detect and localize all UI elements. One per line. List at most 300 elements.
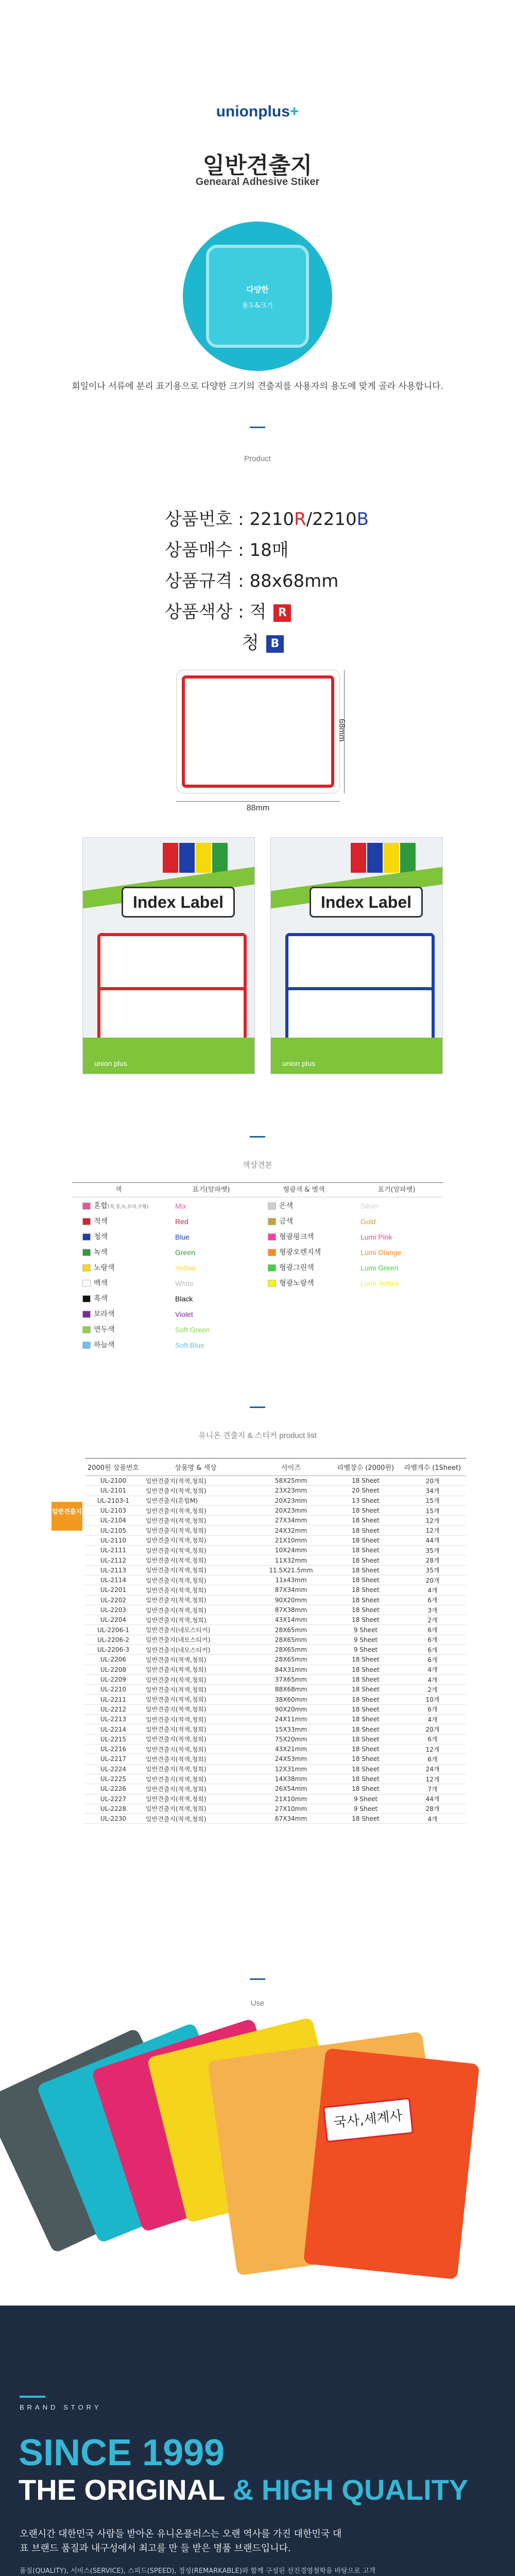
table-cell: 18 Sheet — [332, 1526, 399, 1535]
table-cell: UL-2112 — [85, 1555, 142, 1565]
table-row — [85, 1694, 466, 1704]
table-cell: 4개 — [399, 1715, 466, 1724]
table-cell: 18 Sheet — [332, 1674, 399, 1684]
table-row — [85, 1555, 466, 1565]
table-cell: 14X38mm — [250, 1774, 332, 1784]
table-cell: UL-2114 — [85, 1575, 142, 1585]
table-row — [85, 1724, 466, 1734]
table-cell: 20개 — [399, 1724, 466, 1734]
color-header: 형광색 & 별색 — [258, 1183, 350, 1197]
table-cell: UL-2111 — [85, 1546, 142, 1555]
table-cell: 6개 — [399, 1635, 466, 1645]
color-header: 표기(알파벳) — [165, 1183, 258, 1197]
use-image — [0, 2025, 515, 2282]
table-cell: 18 Sheet — [332, 1774, 399, 1784]
table-cell: 6개 — [399, 1655, 466, 1665]
color-swatch — [268, 1249, 276, 1256]
table-cell: 10개 — [399, 1694, 466, 1704]
table-cell: 18 Sheet — [332, 1655, 399, 1665]
table-row — [85, 1804, 466, 1814]
table-cell: 일반견출지(적색,청희) — [142, 1665, 250, 1674]
table-cell: 일반견출지(적색,청희) — [142, 1694, 250, 1704]
brand-story-body: 품질(QUALITY), 서비스(SERVICE), 스피드(SPEED), 정성(REMARKABLE)와 함께 구성된 선진경영철학을 바탕으로 고객 — [20, 2567, 376, 2575]
table-cell: 18 Sheet — [332, 1575, 399, 1585]
hero-card — [206, 245, 309, 348]
color-swatch — [82, 1342, 91, 1349]
color-english: Black — [175, 1295, 193, 1303]
table-cell: 6개 — [399, 1704, 466, 1714]
use-section-label: Use — [250, 1999, 265, 2008]
package-red — [82, 837, 255, 1074]
color-english: Lumi Yellow — [360, 1279, 399, 1287]
color-english: Yellow — [175, 1264, 196, 1272]
table-cell: 9 Sheet — [332, 1794, 399, 1804]
table-cell: 12X31mm — [250, 1764, 332, 1774]
table-cell: 일반견출지(적색,청희) — [142, 1565, 250, 1575]
table-cell: 9 Sheet — [332, 1804, 399, 1814]
color-name: 노랑색 — [82, 1262, 165, 1274]
table-cell: 4개 — [399, 1674, 466, 1684]
table-cell: 20 Sheet — [332, 1486, 399, 1496]
color-name: 보라색 — [82, 1309, 165, 1320]
table-cell: 35개 — [399, 1546, 466, 1555]
package-blue — [270, 837, 443, 1074]
table-cell: UL-2214 — [85, 1724, 142, 1734]
table-cell: 2개 — [399, 1685, 466, 1694]
table-row — [85, 1734, 466, 1744]
color-english: Mix — [175, 1202, 186, 1210]
table-row — [85, 1615, 466, 1625]
color-swatch — [82, 1280, 91, 1287]
table-cell: 24X32mm — [250, 1526, 332, 1535]
table-cell: 10X24mm — [250, 1546, 332, 1555]
table-cell: UL-2227 — [85, 1794, 142, 1804]
table-cell: 58X25mm — [250, 1476, 332, 1486]
brand-story-label: BRAND STORY — [20, 2403, 102, 2411]
table-cell: UL-2101 — [85, 1486, 142, 1496]
color-name: 형광오렌지색 — [268, 1247, 350, 1258]
height-dimension: 68mm — [337, 719, 346, 742]
table-row — [85, 1585, 466, 1595]
table-cell: UL-2103-1 — [85, 1496, 142, 1505]
package-brand: union plus — [94, 1059, 127, 1067]
table-cell: UL-2103 — [85, 1505, 142, 1515]
color-swatch — [268, 1218, 276, 1225]
table-row — [85, 1774, 466, 1784]
color-name: 금색 — [268, 1216, 350, 1227]
table-cell: 18 Sheet — [332, 1704, 399, 1714]
table-cell: 24개 — [399, 1764, 466, 1774]
description: 회일이나 서류에 분리 표기용으로 다양한 크기의 견출지를 사용자의 용도에 맞게 골라 사용합니다. — [72, 381, 443, 392]
table-cell: UL-2105 — [85, 1526, 142, 1535]
table-row — [85, 1685, 466, 1694]
product-section-label: Product — [244, 454, 271, 463]
table-cell: 일반견출지(적색,청희) — [142, 1804, 250, 1814]
table-cell: UL-2206-1 — [85, 1625, 142, 1635]
color-swatch — [268, 1264, 276, 1272]
table-cell: 28X65mm — [250, 1625, 332, 1635]
brand-story-section — [0, 2306, 515, 2576]
table-header: 2000원 상품번호 — [85, 1459, 142, 1476]
color-swatch — [268, 1233, 276, 1241]
table-cell: 일반견출지(적색,청희) — [142, 1685, 250, 1694]
table-cell: 일반견출지(적색,청희) — [142, 1715, 250, 1724]
table-cell: 23X23mm — [250, 1486, 332, 1496]
table-cell: 6개 — [399, 1625, 466, 1635]
table-cell: 34개 — [399, 1486, 466, 1496]
table-cell: 38X60mm — [250, 1694, 332, 1704]
brand-story-bar — [20, 2396, 45, 2398]
table-cell: 18 Sheet — [332, 1516, 399, 1526]
table-row — [85, 1605, 466, 1615]
table-cell: UL-2203 — [85, 1605, 142, 1615]
table-cell: 일반견출지(네모스티커) — [142, 1625, 250, 1635]
color-name: 은색 — [268, 1200, 350, 1212]
table-cell: 90X20mm — [250, 1704, 332, 1714]
label-drawing — [176, 670, 340, 793]
table-row — [85, 1516, 466, 1526]
table-cell: 일반견출지(적색,청희) — [142, 1555, 250, 1565]
color-swatch — [268, 1280, 276, 1287]
table-row — [85, 1575, 466, 1585]
sticker-on-notebook: 국사,세계사 — [323, 2097, 414, 2142]
table-cell: UL-2215 — [85, 1734, 142, 1744]
table-cell: 44개 — [399, 1535, 466, 1545]
table-cell: UL-2211 — [85, 1694, 142, 1704]
table-row — [85, 1496, 466, 1505]
table-cell: 75X20mm — [250, 1734, 332, 1744]
table-cell: 67X34mm — [250, 1814, 332, 1824]
table-cell: 일반견출지(적색,청희) — [142, 1744, 250, 1754]
table-cell: 일반견출지(적색,청희) — [142, 1595, 250, 1605]
table-cell: 일반견출지(적색,청희) — [142, 1764, 250, 1774]
table-cell: 43X21mm — [250, 1744, 332, 1754]
table-cell: 13 Sheet — [332, 1496, 399, 1505]
table-row — [85, 1744, 466, 1754]
table-cell: 일반견출지(적색,청희) — [142, 1575, 250, 1585]
table-cell: 18 Sheet — [332, 1784, 399, 1794]
table-row — [85, 1526, 466, 1535]
table-cell: UL-2206-3 — [85, 1645, 142, 1655]
table-row — [85, 1546, 466, 1555]
table-cell: 일반견출지(적색,청희) — [142, 1734, 250, 1744]
table-row — [85, 1625, 466, 1635]
table-row — [85, 1635, 466, 1645]
spec-code: 상품번호 : 2210R/2210B — [165, 509, 369, 530]
color-english: Lumi Pink — [360, 1233, 392, 1241]
table-cell: 일반견출지(적색,청희) — [142, 1605, 250, 1615]
table-cell: 일반견출지(적색,청희) — [142, 1535, 250, 1545]
table-row — [85, 1665, 466, 1674]
table-cell: 18 Sheet — [332, 1605, 399, 1615]
table-cell: 18 Sheet — [332, 1546, 399, 1555]
spec-color-blue: 청 B — [242, 629, 284, 654]
table-cell: 15X33mm — [250, 1724, 332, 1734]
table-cell: 일반견출지(적색,청희) — [142, 1655, 250, 1665]
spec-color-red: 상품색상 : 적 R — [165, 598, 291, 623]
table-cell: 21X10mm — [250, 1535, 332, 1545]
hero-line-1: 다양한 — [246, 285, 269, 294]
table-cell: 일반견출지(적색,청희) — [142, 1476, 250, 1486]
table-cell: 4개 — [399, 1665, 466, 1674]
package-title: Index Label — [122, 887, 235, 918]
color-swatch — [82, 1264, 91, 1272]
table-cell: 18 Sheet — [332, 1476, 399, 1486]
table-cell: 일반견출지(네모스티커) — [142, 1635, 250, 1645]
table-cell: 28개 — [399, 1804, 466, 1814]
table-cell: UL-2224 — [85, 1764, 142, 1774]
table-cell: 일반견출지(적색,청희) — [142, 1704, 250, 1714]
product-table — [85, 1458, 466, 1824]
table-cell: 2개 — [399, 1615, 466, 1625]
table-cell: 12개 — [399, 1744, 466, 1754]
table-cell: 일반견출지(적색,청희) — [142, 1774, 250, 1784]
color-english: Gold — [360, 1217, 376, 1226]
table-row — [85, 1486, 466, 1496]
original-heading: THE ORIGINAL & HIGH QUALITY — [19, 2473, 469, 2506]
table-cell: 일반견출지(적색,청희) — [142, 1585, 250, 1595]
table-cell: 37X65mm — [250, 1674, 332, 1684]
table-row — [85, 1764, 466, 1774]
table-cell: 12개 — [399, 1526, 466, 1535]
table-cell: 27X34mm — [250, 1516, 332, 1526]
table-cell: 11X32mm — [250, 1555, 332, 1565]
table-cell: 4개 — [399, 1814, 466, 1824]
table-cell: 35개 — [399, 1565, 466, 1575]
table-cell: 15개 — [399, 1496, 466, 1505]
color-name: 적색 — [82, 1216, 165, 1227]
table-header: 라벨개수 (1Sheet) — [399, 1459, 466, 1476]
table-cell: UL-2202 — [85, 1595, 142, 1605]
table-cell: 18 Sheet — [332, 1814, 399, 1824]
section-divider — [250, 1136, 265, 1138]
table-cell: 90X20mm — [250, 1595, 332, 1605]
color-name: 형광노랑색 — [268, 1278, 350, 1289]
table-cell: 18 Sheet — [332, 1734, 399, 1744]
table-cell: 12개 — [399, 1516, 466, 1526]
section-divider — [250, 1978, 265, 1980]
table-cell: UL-2213 — [85, 1715, 142, 1724]
table-row — [85, 1814, 466, 1824]
color-name: 형광그린색 — [268, 1262, 350, 1274]
color-table — [72, 1182, 443, 1368]
color-swatch — [82, 1326, 91, 1333]
table-cell: 일반견출지(적색,청희) — [142, 1486, 250, 1496]
table-cell: 18 Sheet — [332, 1585, 399, 1595]
table-cell: 18 Sheet — [332, 1744, 399, 1754]
table-cell: 일반견출지(네모스티커) — [142, 1645, 250, 1655]
color-english: Red — [175, 1217, 188, 1226]
table-cell: 18 Sheet — [332, 1685, 399, 1694]
package-title: Index Label — [310, 887, 423, 918]
table-cell: 6개 — [399, 1595, 466, 1605]
table-cell: UL-2113 — [85, 1565, 142, 1575]
table-cell: UL-2212 — [85, 1704, 142, 1714]
color-swatch — [82, 1295, 91, 1302]
table-cell: 9 Sheet — [332, 1635, 399, 1645]
table-cell: UL-2206-2 — [85, 1635, 142, 1645]
spec-size: 상품규격 : 88x68mm — [165, 571, 339, 591]
table-cell: 15개 — [399, 1505, 466, 1515]
table-cell: 20X23mm — [250, 1496, 332, 1505]
table-cell: UL-2206 — [85, 1655, 142, 1665]
color-name: 형광핑크색 — [268, 1231, 350, 1243]
table-cell: 20개 — [399, 1476, 466, 1486]
brand-story-intro: 오랜시간 대한민국 사람들 받아온 유니온플러스는 오랜 역사를 가진 대한민국 대표 브랜드 품질과 내구성에서 최고를 만 들 받은 명품 브랜드입니다. — [20, 2529, 342, 2554]
table-row — [85, 1645, 466, 1655]
table-row — [85, 1784, 466, 1794]
table-cell: UL-2100 — [85, 1476, 142, 1486]
table-cell: 일반견출지(적색,청희) — [142, 1615, 250, 1625]
table-cell: 18 Sheet — [332, 1535, 399, 1545]
table-header: 사이즈 — [250, 1459, 332, 1476]
table-cell: UL-2209 — [85, 1674, 142, 1684]
table-row — [85, 1565, 466, 1575]
table-cell: UL-2225 — [85, 1774, 142, 1784]
red-swatch: R — [273, 604, 291, 622]
table-cell: 11x43mm — [250, 1575, 332, 1585]
table-cell: 4개 — [399, 1585, 466, 1595]
color-english: Violet — [175, 1310, 193, 1318]
table-cell: 일반견출지(적색,청희) — [142, 1674, 250, 1684]
table-row — [85, 1595, 466, 1605]
color-english: Blue — [175, 1233, 190, 1241]
color-english: White — [175, 1279, 194, 1287]
category-tag: 일반견출지 — [52, 1502, 82, 1531]
blue-swatch: B — [266, 635, 284, 653]
color-swatch — [82, 1233, 91, 1241]
table-header: 상품명 & 색상 — [142, 1459, 250, 1476]
table-cell: 일반견출지(적색,청희) — [142, 1814, 250, 1824]
table-cell: UL-2210 — [85, 1685, 142, 1694]
table-cell: 87X34mm — [250, 1585, 332, 1595]
table-header: 라벨장수 (2000원) — [332, 1459, 399, 1476]
table-cell: 28개 — [399, 1555, 466, 1565]
table-cell: 일반견출지(적색,청희) — [142, 1724, 250, 1734]
table-cell: 일반견출지(적색,청희) — [142, 1794, 250, 1804]
table-cell: 18 Sheet — [332, 1754, 399, 1764]
table-cell: 44개 — [399, 1794, 466, 1804]
table-cell: UL-2228 — [85, 1804, 142, 1814]
table-cell: 18 Sheet — [332, 1764, 399, 1774]
table-cell: 20X23mm — [250, 1505, 332, 1515]
color-english: Silver — [360, 1202, 379, 1210]
color-name: 혼합(적,청,녹,보라,주황) — [82, 1200, 165, 1212]
table-cell: UL-2216 — [85, 1744, 142, 1754]
table-cell: 18 Sheet — [332, 1724, 399, 1734]
table-cell: 11.5X21.5mm — [250, 1565, 332, 1575]
table-cell: 18 Sheet — [332, 1615, 399, 1625]
spec-sheets: 상품매수 : 18매 — [165, 540, 289, 561]
width-line — [176, 801, 340, 802]
table-cell: 일반견출지(적색,청희) — [142, 1526, 250, 1535]
color-name: 하늘색 — [82, 1340, 165, 1351]
table-row — [85, 1655, 466, 1665]
table-row — [85, 1476, 466, 1486]
width-dimension: 88mm — [246, 804, 270, 812]
table-cell: 20개 — [399, 1575, 466, 1585]
table-cell: 18 Sheet — [332, 1595, 399, 1605]
table-cell: 6개 — [399, 1754, 466, 1764]
hero-line-2: 용도&크기 — [242, 302, 273, 310]
table-cell: 7개 — [399, 1784, 466, 1794]
product-list-label: 유니온 견출지 & 스티커 product list — [198, 1431, 317, 1440]
color-name: 녹색 — [82, 1247, 165, 1258]
color-english: Green — [175, 1248, 195, 1257]
color-swatch — [268, 1202, 276, 1210]
page-title: 일반견출지 — [202, 152, 313, 179]
color-swatch — [82, 1311, 91, 1318]
table-cell: UL-2208 — [85, 1665, 142, 1674]
page-subtitle: Genearal Adhesive Stiker — [195, 176, 320, 188]
table-cell: UL-2104 — [85, 1516, 142, 1526]
table-cell: 일반견출지(적색,청희) — [142, 1546, 250, 1555]
table-cell: 28X65mm — [250, 1655, 332, 1665]
color-name: 청색 — [82, 1231, 165, 1243]
table-cell: 9 Sheet — [332, 1645, 399, 1655]
table-row — [85, 1505, 466, 1515]
table-cell: 6개 — [399, 1734, 466, 1744]
table-cell: 28X65mm — [250, 1635, 332, 1645]
table-row — [85, 1535, 466, 1545]
table-row — [85, 1754, 466, 1764]
table-row — [85, 1704, 466, 1714]
color-header: 색 — [72, 1183, 165, 1197]
table-cell: 21X10mm — [250, 1794, 332, 1804]
color-english: Lumi Green — [360, 1264, 399, 1272]
color-english: Lumi Olange — [360, 1248, 402, 1257]
brand-logo: unionplus+ — [216, 103, 299, 120]
table-cell: 18 Sheet — [332, 1665, 399, 1674]
table-cell: 일반견출지(적색,청희) — [142, 1784, 250, 1794]
table-cell: 18 Sheet — [332, 1694, 399, 1704]
table-cell: UL-2217 — [85, 1754, 142, 1764]
table-cell: 18 Sheet — [332, 1715, 399, 1724]
table-cell: UL-2204 — [85, 1615, 142, 1625]
section-divider — [250, 427, 265, 428]
table-cell: 18 Sheet — [332, 1555, 399, 1565]
table-cell: 일반견출지(적색,청희) — [142, 1505, 250, 1515]
color-name: 백색 — [82, 1278, 165, 1289]
package-brand: union plus — [282, 1059, 315, 1067]
table-cell: 43X14mm — [250, 1615, 332, 1625]
table-cell: 28X65mm — [250, 1645, 332, 1655]
table-cell: 일반견출지(흔합M) — [142, 1496, 250, 1505]
color-english: Soft Blue — [175, 1341, 204, 1349]
table-cell: 18 Sheet — [332, 1565, 399, 1575]
table-cell: 6개 — [399, 1645, 466, 1655]
table-cell: 9 Sheet — [332, 1625, 399, 1635]
table-cell: UL-2110 — [85, 1535, 142, 1545]
color-name: 연두색 — [82, 1324, 165, 1335]
table-cell: 3개 — [399, 1605, 466, 1615]
table-row — [85, 1715, 466, 1724]
table-cell: 24X53mm — [250, 1754, 332, 1764]
table-cell: UL-2201 — [85, 1585, 142, 1595]
table-cell: 24X11mm — [250, 1715, 332, 1724]
table-cell: 12개 — [399, 1774, 466, 1784]
color-swatch — [82, 1249, 91, 1256]
table-cell: 일반견출지(적색,청희) — [142, 1754, 250, 1764]
color-header: 표기(알파벳) — [350, 1183, 443, 1197]
table-cell: 84X31mm — [250, 1665, 332, 1674]
color-name: 흑색 — [82, 1293, 165, 1304]
table-cell: 27X10mm — [250, 1804, 332, 1814]
color-swatch — [82, 1218, 91, 1225]
table-row — [85, 1674, 466, 1684]
since-heading: SINCE 1999 — [19, 2432, 225, 2473]
color-swatch — [82, 1202, 91, 1210]
